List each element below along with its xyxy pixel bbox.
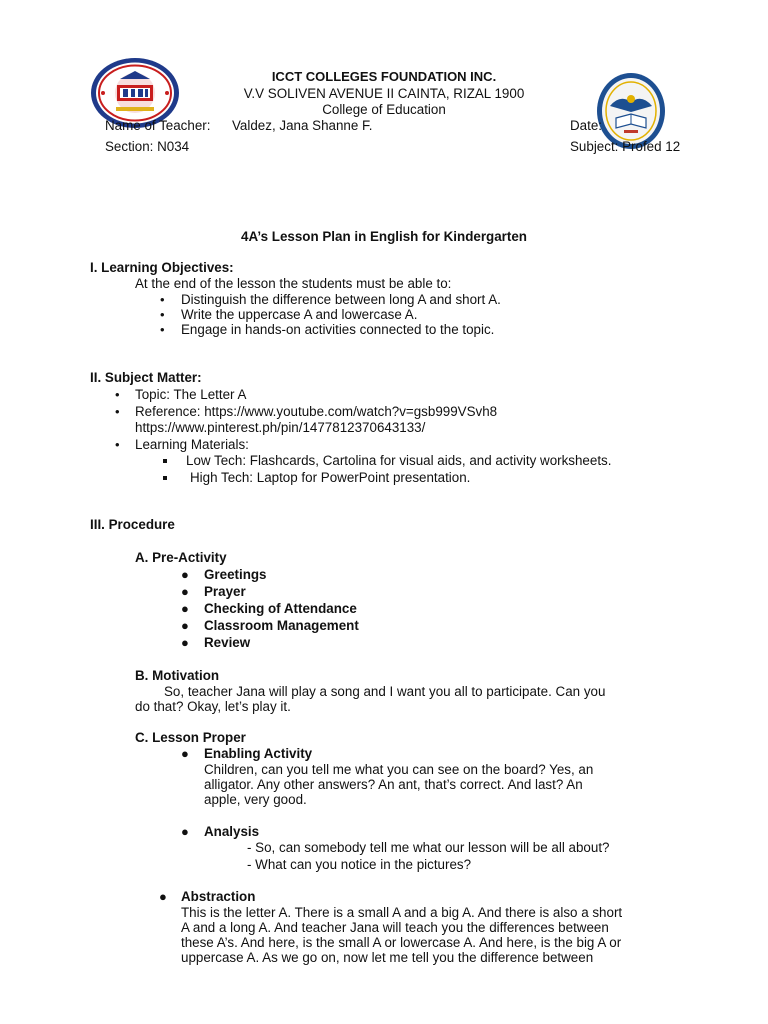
pre-activity-item: Greetings (204, 567, 267, 582)
square-bullet-icon (163, 459, 167, 463)
bullet-icon: • (115, 437, 120, 452)
section-1-heading: I. Learning Objectives: (90, 260, 234, 275)
square-bullet-icon (163, 476, 167, 480)
pre-activity-item: Classroom Management (204, 618, 359, 633)
section-3-heading: III. Procedure (90, 517, 175, 532)
subject-label: Subject: Profed 12 (570, 139, 681, 154)
org-name: ICCT COLLEGES FOUNDATION INC. (271, 69, 497, 84)
bullet-icon: ● (181, 635, 189, 650)
analysis-text: - What can you notice in the pictures? (247, 857, 472, 872)
college-name: College of Education (322, 102, 446, 117)
bullet-icon: ● (181, 618, 189, 633)
bullet-icon: ● (181, 601, 189, 616)
bullet-icon: ● (181, 567, 189, 582)
enabling-text: alligator. Any other answers? An ant, that’s correct. And last? An (204, 777, 583, 792)
pre-activity-item: Review (204, 635, 251, 650)
abstraction-text: A and a long A. And teacher Jana will teach you the differences between (181, 920, 609, 935)
analysis-heading: Analysis (204, 824, 260, 839)
topic-line: Topic: The Letter A (135, 387, 247, 402)
lesson-proper-heading: C. Lesson Proper (135, 730, 246, 745)
enabling-activity-heading: Enabling Activity (204, 746, 313, 761)
abstraction-text: This is the letter A. There is a small A and a big A. And there is also a short (181, 905, 623, 920)
document-title: 4A’s Lesson Plan in English for Kindergarten (241, 229, 527, 244)
bullet-icon: • (160, 292, 165, 307)
bullet-icon: • (160, 307, 165, 322)
pre-activity-heading: A. Pre-Activity (135, 550, 227, 565)
motivation-text: do that? Okay, let’s play it. (135, 699, 291, 714)
teacher-name: Valdez, Jana Shanne F. (232, 118, 373, 133)
materials-line: Learning Materials: (135, 437, 249, 452)
high-tech-line: High Tech: Laptop for PowerPoint presentation. (190, 470, 471, 485)
org-address: V.V SOLIVEN AVENUE II CAINTA, RIZAL 1900 (243, 86, 525, 101)
reference-line: Reference: https://www.youtube.com/watch?v=gsb999VSvh8 (135, 404, 498, 419)
motivation-text: So, teacher Jana will play a song and I want you all to participate. Can you (164, 684, 606, 699)
abstraction-text: these A’s. And here, is the small A or lowercase A. And here, is the big A or (181, 935, 622, 950)
objective-item: Distinguish the difference between long A and short A. (181, 292, 501, 307)
bullet-icon: • (115, 387, 120, 402)
bullet-icon: • (115, 404, 120, 419)
bullet-icon: • (160, 322, 165, 337)
section-1-intro: At the end of the lesson the students must be able to: (135, 276, 452, 291)
teacher-label: Name of Teacher: (105, 118, 211, 133)
abstraction-text: uppercase A. As we go on, now let me tell you the difference between (181, 950, 594, 965)
section-label: Section: N034 (105, 139, 190, 154)
low-tech-line: Low Tech: Flashcards, Cartolina for visual aids, and activity worksheets. (186, 453, 612, 468)
objective-item: Engage in hands-on activities connected to the topic. (181, 322, 495, 337)
reference-line-2: https://www.pinterest.ph/pin/1477812370643133/ (135, 420, 426, 435)
pre-activity-item: Prayer (204, 584, 246, 599)
abstraction-heading: Abstraction (181, 889, 256, 904)
section-2-heading: II. Subject Matter: (90, 370, 202, 385)
bullet-icon: ● (181, 584, 189, 599)
bullet-icon: ● (181, 824, 189, 839)
date-label: Date: (570, 118, 603, 133)
enabling-text: apple, very good. (204, 792, 307, 807)
enabling-text: Children, can you tell me what you can see on the board? Yes, an (204, 762, 594, 777)
analysis-text: - So, can somebody tell me what our lesson will be all about? (247, 840, 610, 855)
bullet-icon: ● (181, 746, 189, 761)
pre-activity-item: Checking of Attendance (204, 601, 357, 616)
bullet-icon: ● (159, 889, 167, 904)
motivation-heading: B. Motivation (135, 668, 220, 683)
objective-item: Write the uppercase A and lowercase A. (181, 307, 418, 322)
